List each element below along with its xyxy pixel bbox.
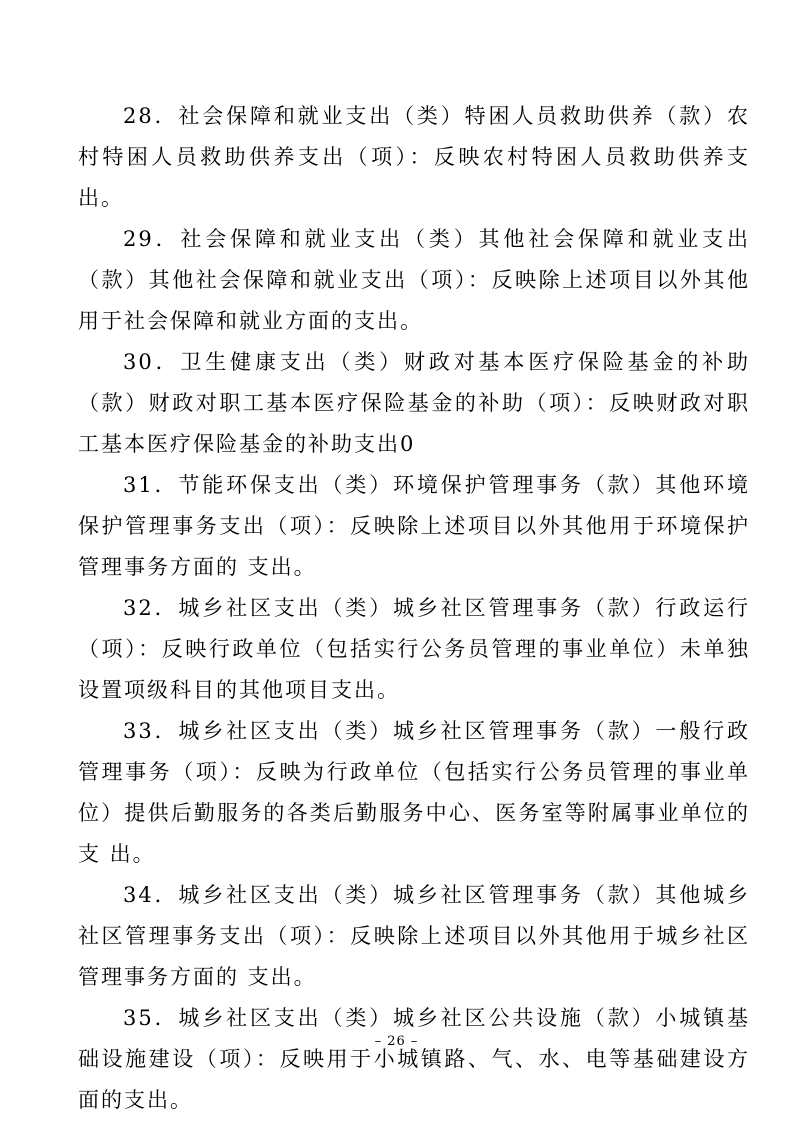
paragraph-28: 28．社会保障和就业支出（类）特困人员救助供养（款）农村特困人员救助供养支出（项）：反映农村特困人员救助供养支出。 <box>78 104 750 210</box>
paragraph-33: 33．城乡社区支出（类）城乡社区管理事务（款）一般行政管理事务（项）：反映为行政单位（包括实行公务员管理的事业单位）提供后勤服务的各类后勤服务中心、医务室等附属事业单位的支 出。 <box>78 719 750 866</box>
paragraph-32: 32．城乡社区支出（类）城乡社区管理事务（款）行政运行（项）：反映行政单位（包括实行公务员管理的事业单位）未单独 设置项级科目的其他项目支出。 <box>78 596 750 702</box>
paragraph-30: 30．卫生健康支出（类）财政对基本医疗保险基金的补助（款）财政对职工基本医疗保险基金的补助（项）：反映财政对职工基本医疗保险基金的补助支出0 <box>78 350 750 456</box>
paragraph-34: 34．城乡社区支出（类）城乡社区管理事务（款）其他城乡社区管理事务支出（项）：反映除上述项目以外其他用于城乡社区管理事务方面的 支出。 <box>78 883 750 989</box>
paragraph-35: 35．城乡社区支出（类）城乡社区公共设施（款）小城镇基础设施建设（项）：反映用于小城镇路、气、水、电等基础建设方面的支出。 <box>78 1006 750 1112</box>
document-body <box>78 96 750 1121</box>
paragraph-31: 31．节能环保支出（类）环境保护管理事务（款）其他环境保护管理事务支出（项）：反映除上述项目以外其他用于环境保护管理事务方面的 支出。 <box>78 473 750 579</box>
page-number: – 26 – <box>374 1034 419 1049</box>
paragraph-29: 29．社会保障和就业支出（类）其他社会保障和就业支出（款）其他社会保障和就业支出（项）：反映除上述项目以外其他用于社会保障和就业方面的支出。 <box>78 227 750 333</box>
